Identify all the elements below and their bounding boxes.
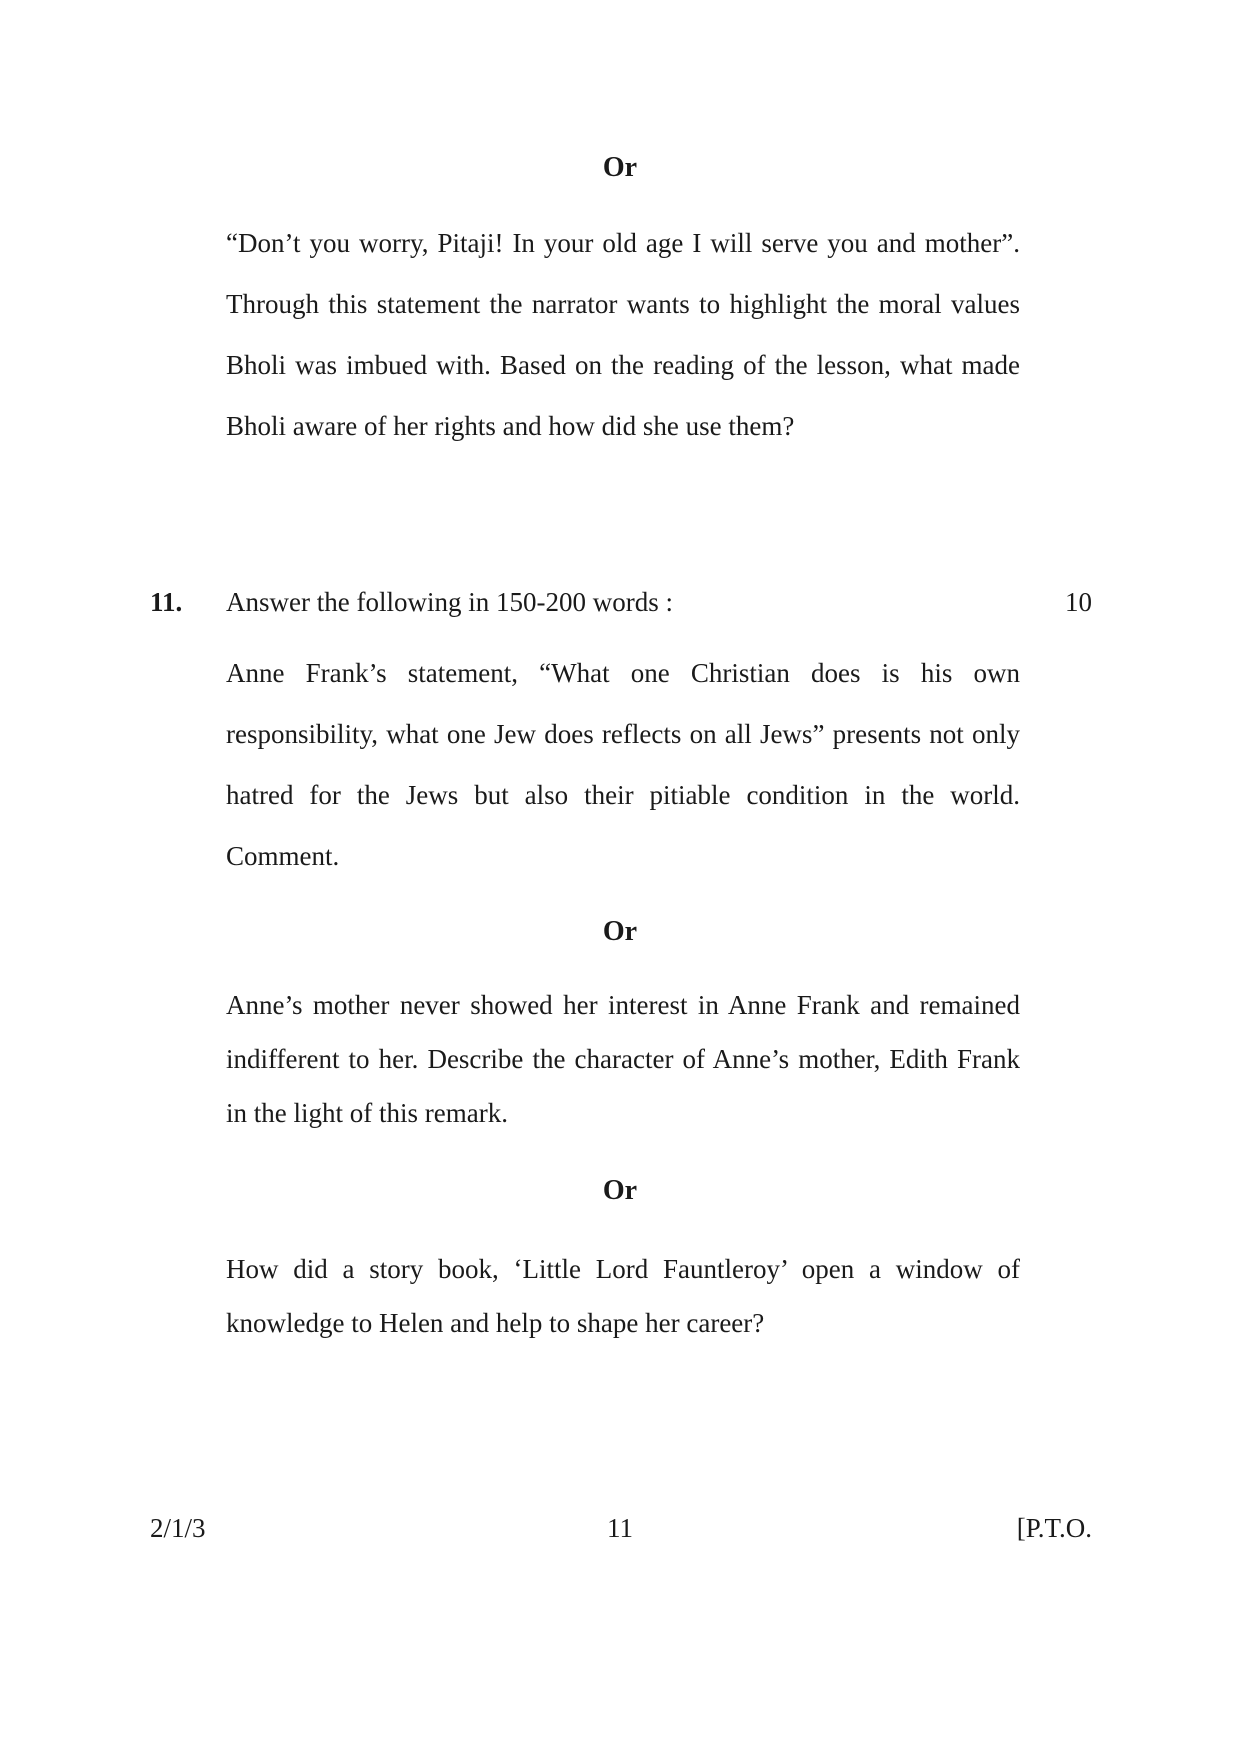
question-prompt: Answer the following in 150-200 words : xyxy=(226,587,673,617)
or-separator: Or xyxy=(602,152,638,183)
bholi-question-text: “Don’t you worry, Pitaji! In your old age I will serve you and mother”. Through this statement the narrator wants to highlight the moral values Bholi was imbued with. Based on the reading of the lesson, what made Bholi aware of her rights and how did she use them? xyxy=(226,228,1020,441)
anne-statement-question-text: Anne Frank’s statement, “What one Christian does is his own responsibility, what one Jew does reflects on all Jews” presents not only hatred for the Jews but also their pitiable condition in the world. Comment. xyxy=(226,658,1020,871)
page-number: 11 xyxy=(607,1513,633,1543)
or-separator: Or xyxy=(602,916,638,947)
please-turn-over: [P.T.O. xyxy=(1016,1513,1092,1543)
question-marks: 10 xyxy=(1065,587,1092,617)
question-number: 11. xyxy=(150,587,183,617)
or-separator: Or xyxy=(602,1175,638,1206)
paper-code: 2/1/3 xyxy=(150,1513,206,1543)
helen-question-text: How did a story book, ‘Little Lord Fauntleroy’ open a window of knowledge to Helen and help to shape her career? xyxy=(226,1254,1020,1338)
anne-mother-question-text: Anne’s mother never showed her interest in Anne Frank and remained indifferent to her. Describe the character of Anne’s mother, Edith Frank in the light of this remark. xyxy=(226,990,1020,1128)
